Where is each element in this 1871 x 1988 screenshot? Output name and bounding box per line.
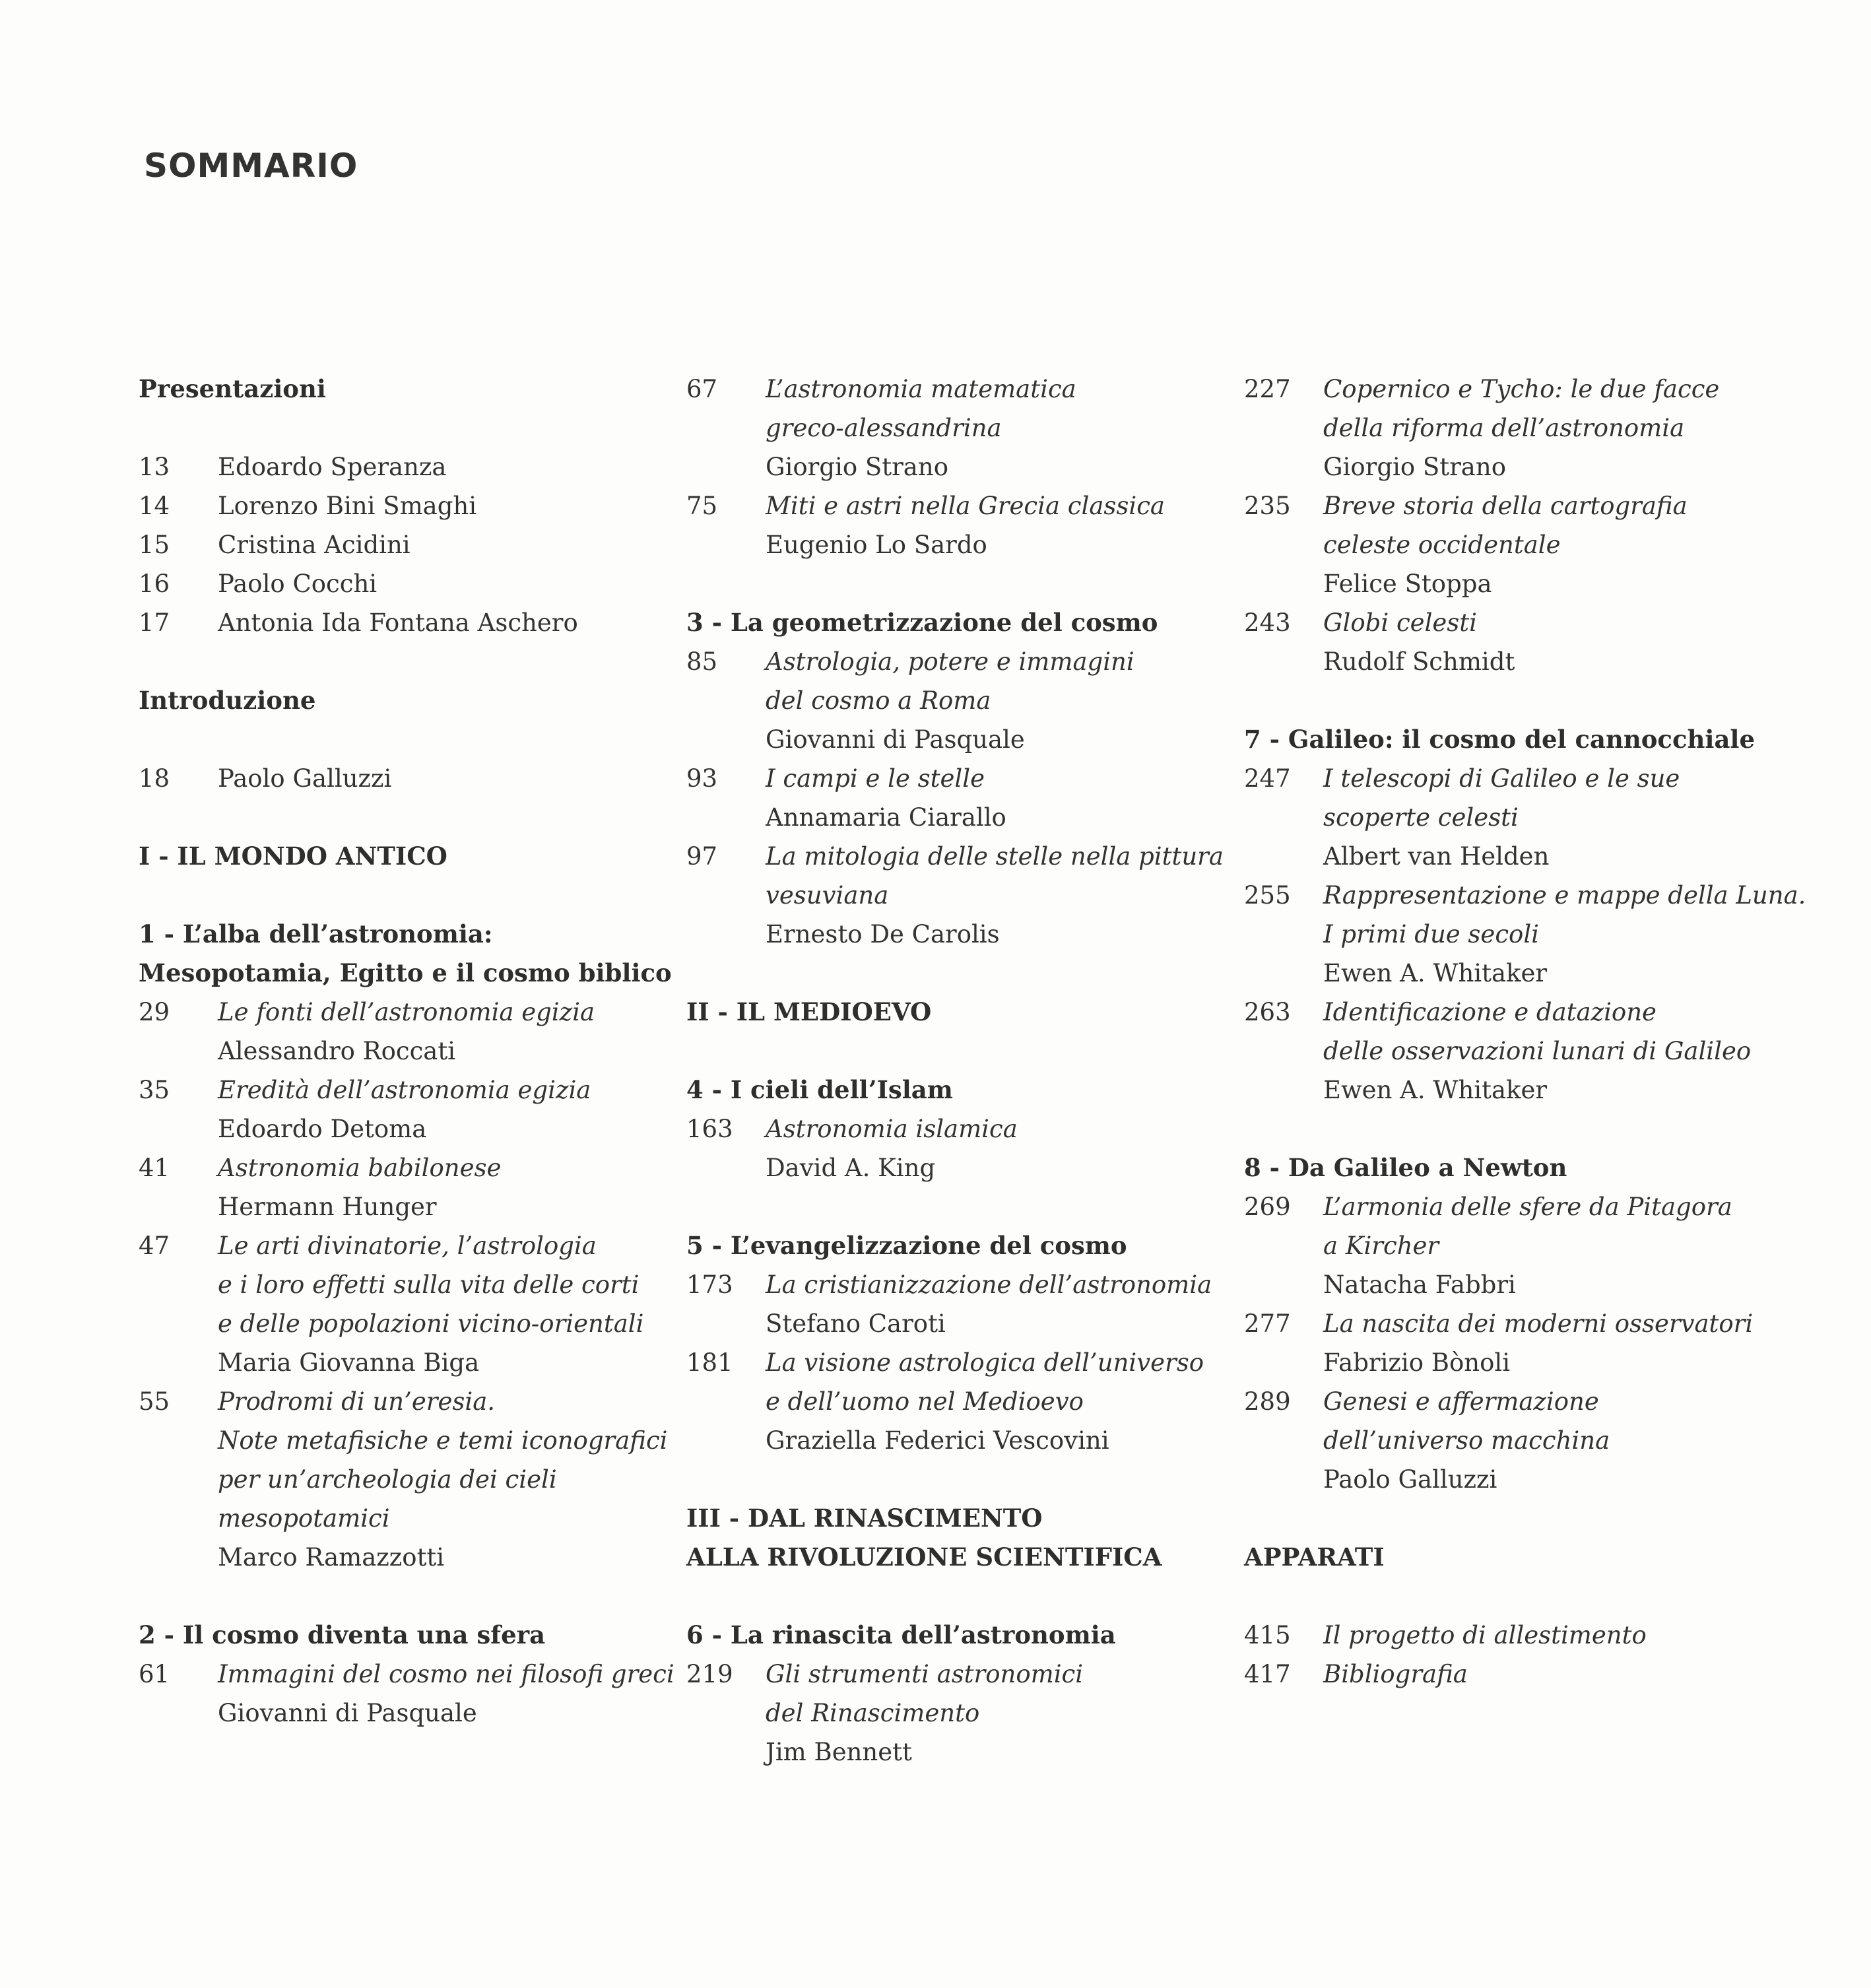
page-number — [139, 1538, 218, 1577]
section-heading: II - IL MEDIOEVO — [686, 997, 932, 1026]
toc-entry — [1244, 1616, 1746, 1655]
entry-title: Bibliografia — [1323, 1660, 1468, 1688]
entry-title: Il progetto di allestimento — [1323, 1621, 1647, 1649]
page-number: 219 — [686, 1660, 733, 1688]
toc-entry — [1244, 486, 1746, 525]
entry-author: Albert van Helden — [1323, 842, 1550, 871]
page-number — [1244, 915, 1323, 954]
entry-title: del cosmo a Roma — [766, 686, 991, 715]
entry-author: Giorgio Strano — [1323, 453, 1506, 481]
entry-title: a Kircher — [1323, 1232, 1439, 1260]
entry-title: L’armonia delle sfere da Pitagora — [1323, 1193, 1732, 1221]
entry-author: Alessandro Roccati — [218, 1037, 456, 1065]
page-number: 67 — [686, 375, 718, 403]
entry-title: Note metafisiche e temi iconografici — [218, 1426, 668, 1455]
page-number — [686, 720, 766, 759]
section-heading: Presentazioni — [139, 374, 326, 403]
toc-entry — [686, 447, 1188, 486]
toc-entry — [1244, 993, 1746, 1032]
page-number — [139, 1265, 218, 1304]
page-number: 227 — [1244, 375, 1291, 403]
toc-entry — [1244, 370, 1746, 409]
toc-entry — [139, 1655, 674, 1694]
page-number: 15 — [139, 531, 170, 559]
toc-entry — [139, 486, 640, 525]
spacer — [139, 798, 640, 837]
toc-entry — [686, 525, 1188, 564]
entry-author: Annamaria Ciarallo — [766, 803, 1006, 832]
page-number: 61 — [139, 1660, 170, 1688]
spacer — [686, 1460, 1188, 1499]
entry-title: e i loro effetti sulla vita delle corti — [218, 1271, 640, 1299]
toc-entry — [686, 681, 1188, 720]
entry-title: Immagini del cosmo nei filosofi greci — [218, 1660, 674, 1688]
page-number: 173 — [686, 1271, 733, 1299]
toc-entry — [139, 1148, 640, 1187]
page-number — [686, 447, 766, 486]
entry-author: Ernesto De Carolis — [766, 920, 1000, 948]
page-number — [686, 1733, 766, 1772]
entry-title: greco-alessandrina — [766, 414, 1002, 442]
toc-entry — [686, 1265, 1212, 1304]
page-number — [1244, 1032, 1323, 1071]
toc-entry — [139, 1187, 640, 1226]
entry-author: David A. King — [766, 1154, 936, 1182]
entry-title: Astronomia islamica — [766, 1115, 1018, 1143]
entry-title: I primi due secoli — [1323, 920, 1539, 948]
page-number — [686, 915, 766, 954]
toc-entry — [1244, 876, 1806, 915]
section-heading: 1 - L’alba dell’astronomia: — [139, 919, 493, 948]
entry-author: Cristina Acidini — [218, 531, 410, 559]
spacer — [1244, 1110, 1746, 1148]
page-number — [686, 1148, 766, 1187]
section-heading: I - IL MONDO ANTICO — [139, 842, 447, 871]
spacer — [139, 876, 640, 915]
page-number: 75 — [686, 492, 718, 520]
section-heading: 6 - La rinascita dell’astronomia — [686, 1620, 1116, 1649]
toc-entry — [1244, 798, 1746, 837]
toc-entry — [1244, 759, 1746, 798]
page-number — [1244, 798, 1323, 837]
toc-entry — [139, 1460, 640, 1499]
page-number: 55 — [139, 1387, 170, 1416]
section-heading: 8 - Da Galileo a Newton — [1244, 1153, 1567, 1182]
page-number — [1244, 1265, 1323, 1304]
page-number: 35 — [139, 1076, 170, 1104]
page-number — [686, 681, 766, 720]
toc-entry — [1244, 1343, 1746, 1382]
toc-entry — [686, 876, 1188, 915]
entry-title: Rappresentazione e mappe della Luna. — [1323, 881, 1806, 910]
page-title: SOMMARIO — [144, 147, 358, 185]
entry-title: vesuviana — [766, 881, 889, 910]
page-number — [686, 798, 766, 837]
page-number — [139, 1187, 218, 1226]
toc-entry — [686, 1655, 1188, 1694]
entry-title: e delle popolazioni vicino-orientali — [218, 1309, 644, 1338]
entry-author: Stefano Caroti — [766, 1309, 946, 1338]
toc-entry — [686, 720, 1188, 759]
entry-author: Eugenio Lo Sardo — [766, 531, 987, 559]
spacer — [1244, 681, 1746, 720]
entry-title: Genesi e affermazione — [1323, 1387, 1599, 1416]
toc-column-3 — [1244, 370, 1806, 1694]
page-number: 29 — [139, 998, 170, 1026]
page-number — [686, 1304, 766, 1343]
page-number: 16 — [139, 570, 170, 598]
toc-entry — [1244, 1655, 1746, 1694]
toc-entry — [1244, 1187, 1746, 1226]
toc-column-2 — [686, 370, 1224, 1772]
spacer — [686, 564, 1188, 603]
toc-column-1 — [139, 370, 674, 1733]
page-number: 41 — [139, 1154, 170, 1182]
toc-entry — [686, 915, 1188, 954]
spacer — [139, 720, 640, 759]
page-number: 243 — [1244, 609, 1291, 637]
entry-title: per un’archeologia dei cieli — [218, 1465, 557, 1494]
page-number — [1244, 1226, 1323, 1265]
entry-author: Ewen A. Whitaker — [1323, 1076, 1548, 1104]
toc-entry — [686, 642, 1188, 681]
entry-title: Miti e astri nella Grecia classica — [766, 492, 1165, 520]
toc-entry — [139, 1032, 640, 1071]
toc-entry — [1244, 1421, 1746, 1460]
toc-entry — [139, 759, 640, 798]
entry-author: Rudolf Schmidt — [1323, 647, 1515, 676]
entry-title: Eredità dell’astronomia egizia — [218, 1076, 591, 1104]
toc-entry — [686, 409, 1188, 447]
page-number: 417 — [1244, 1660, 1291, 1688]
page-number — [139, 1460, 218, 1499]
entry-title: La mitologia delle stelle nella pittura — [766, 842, 1224, 871]
entry-title: dell’universo macchina — [1323, 1426, 1610, 1455]
toc-entry — [139, 447, 640, 486]
entry-author: Giorgio Strano — [766, 453, 948, 481]
spacer — [139, 409, 640, 447]
entry-title: I telescopi di Galileo e le sue — [1323, 764, 1680, 793]
entry-title: del Rinascimento — [766, 1699, 980, 1727]
entry-author: Paolo Galluzzi — [218, 764, 392, 793]
toc-entry — [1244, 525, 1746, 564]
toc-entry — [1244, 1382, 1746, 1421]
entry-author: Ewen A. Whitaker — [1323, 959, 1548, 987]
toc-entry — [686, 759, 1188, 798]
entry-title: L’astronomia matematica — [766, 375, 1076, 403]
page-number — [1244, 954, 1323, 993]
toc-entry — [686, 1343, 1204, 1382]
page-number — [1244, 1343, 1323, 1382]
toc-entry — [139, 1382, 640, 1421]
page-number — [139, 1499, 218, 1538]
toc-entry — [686, 1694, 1188, 1733]
section-heading: III - DAL RINASCIMENTO — [686, 1504, 1043, 1533]
page-number: 277 — [1244, 1309, 1291, 1338]
spacer — [686, 1032, 1188, 1071]
page-number — [1244, 564, 1323, 603]
page-number: 255 — [1244, 881, 1291, 910]
entry-author: Lorenzo Bini Smaghi — [218, 492, 477, 520]
section-heading: Introduzione — [139, 686, 316, 715]
toc-entry — [1244, 1265, 1746, 1304]
toc-entry — [1244, 1032, 1752, 1071]
entry-title: Gli strumenti astronomici — [766, 1660, 1084, 1688]
entry-author: Maria Giovanna Biga — [218, 1348, 480, 1377]
page-number — [1244, 409, 1323, 447]
section-heading: APPARATI — [1244, 1542, 1385, 1572]
page-number — [686, 1382, 766, 1421]
entry-title: Breve storia della cartografia — [1323, 492, 1688, 520]
page-number — [139, 1343, 218, 1382]
page-number: 18 — [139, 764, 170, 793]
toc-entry — [139, 1421, 668, 1460]
spacer — [139, 1577, 640, 1616]
page-number: 247 — [1244, 764, 1291, 793]
page-number: 14 — [139, 492, 170, 520]
spacer — [1244, 1499, 1746, 1538]
section-heading: 5 - L’evangelizzazione del cosmo — [686, 1231, 1127, 1260]
page-number — [1244, 525, 1323, 564]
page-number — [1244, 1421, 1323, 1460]
entry-author: Paolo Cocchi — [218, 570, 377, 598]
entry-title: Le fonti dell’astronomia egizia — [218, 998, 595, 1026]
entry-title: Globi celesti — [1323, 609, 1477, 637]
page-number: 415 — [1244, 1621, 1291, 1649]
page-number — [139, 1694, 218, 1733]
page-number: 17 — [139, 609, 170, 637]
toc-entry — [1244, 564, 1746, 603]
entry-title: Copernico e Tycho: le due facce — [1323, 375, 1720, 403]
entry-author: Edoardo Speranza — [218, 453, 447, 481]
page-number — [686, 1421, 766, 1460]
page-number — [686, 525, 766, 564]
entry-title: mesopotamici — [218, 1504, 390, 1533]
toc-entry — [686, 486, 1188, 525]
toc-entry — [1244, 1071, 1746, 1110]
toc-entry — [1244, 642, 1746, 681]
toc-entry — [1244, 1460, 1746, 1499]
spacer — [686, 954, 1188, 993]
section-heading: 4 - I cieli dell’Islam — [686, 1075, 953, 1104]
page-number: 47 — [139, 1232, 170, 1260]
page-number — [139, 1304, 218, 1343]
page-number — [686, 409, 766, 447]
page-number: 163 — [686, 1115, 733, 1143]
toc-entry — [139, 1226, 640, 1265]
entry-title: Astronomia babilonese — [218, 1154, 502, 1182]
toc-entry — [1244, 603, 1746, 642]
toc-entry — [1244, 1304, 1754, 1343]
page-number: 97 — [686, 842, 718, 871]
entry-title: La cristianizzazione dell’astronomia — [766, 1271, 1212, 1299]
entry-author: Felice Stoppa — [1323, 570, 1492, 598]
entry-title: scoperte celesti — [1323, 803, 1519, 832]
toc-entry — [1244, 1226, 1746, 1265]
toc-entry — [686, 837, 1224, 876]
section-heading: 3 - La geometrizzazione del cosmo — [686, 608, 1158, 637]
entry-author: Natacha Fabbri — [1323, 1271, 1516, 1299]
toc-entry — [686, 1110, 1188, 1148]
section-heading: Mesopotamia, Egitto e il cosmo biblico — [139, 958, 672, 987]
toc-entry — [686, 370, 1188, 409]
entry-title: Le arti divinatorie, l’astrologia — [218, 1232, 597, 1260]
page-number — [139, 1421, 218, 1460]
entry-title: della riforma dell’astronomia — [1323, 414, 1685, 442]
toc-entry — [139, 993, 640, 1032]
page-number: 263 — [1244, 998, 1291, 1026]
entry-author: Graziella Federici Vescovini — [766, 1426, 1109, 1455]
page-number — [139, 1110, 218, 1148]
spacer — [686, 1577, 1188, 1616]
toc-entry — [1244, 837, 1746, 876]
entry-author: Hermann Hunger — [218, 1193, 437, 1221]
page-number: 289 — [1244, 1387, 1291, 1416]
page-number: 269 — [1244, 1193, 1291, 1221]
toc-entry — [139, 1499, 640, 1538]
entry-author: Giovanni di Pasquale — [766, 725, 1025, 754]
page-number: 181 — [686, 1348, 733, 1377]
section-heading: ALLA RIVOLUZIONE SCIENTIFICA — [686, 1542, 1162, 1572]
entry-title: La nascita dei moderni osservatori — [1323, 1309, 1754, 1338]
page-number — [1244, 447, 1323, 486]
page-number: 85 — [686, 647, 718, 676]
entry-author: Paolo Galluzzi — [1323, 1465, 1497, 1494]
toc-entry — [686, 1304, 1188, 1343]
toc-entry — [686, 1421, 1188, 1460]
page-number — [1244, 642, 1323, 681]
toc-entry — [139, 603, 640, 642]
entry-title: celeste occidentale — [1323, 531, 1561, 559]
entry-title: Astrologia, potere e immagini — [766, 647, 1134, 676]
toc-entry — [139, 1265, 640, 1304]
section-heading: 2 - Il cosmo diventa una sfera — [139, 1620, 546, 1649]
toc-entry — [139, 525, 640, 564]
page-number — [139, 1032, 218, 1071]
spacer — [1244, 1577, 1746, 1616]
entry-title: e dell’uomo nel Medioevo — [766, 1387, 1084, 1416]
toc-entry — [1244, 954, 1746, 993]
toc-entry — [686, 1148, 1188, 1187]
page-number: 13 — [139, 453, 170, 481]
entry-author: Antonia Ida Fontana Aschero — [218, 609, 578, 637]
toc-entry — [686, 1382, 1188, 1421]
page-number — [1244, 1460, 1323, 1499]
entry-author: Jim Bennett — [766, 1738, 912, 1766]
entry-title: La visione astrologica dell’universo — [766, 1348, 1204, 1377]
page-number — [686, 1694, 766, 1733]
page-number: 93 — [686, 764, 718, 793]
toc-entry — [1244, 915, 1746, 954]
toc-entry — [139, 564, 640, 603]
entry-author: Marco Ramazzotti — [218, 1543, 445, 1572]
toc-entry — [686, 798, 1188, 837]
toc-entry — [139, 1343, 640, 1382]
entry-title: Identificazione e datazione — [1323, 998, 1657, 1026]
page-number — [1244, 1071, 1323, 1110]
spacer — [686, 1187, 1188, 1226]
entry-author: Giovanni di Pasquale — [218, 1699, 477, 1727]
spacer — [139, 642, 640, 681]
entry-author: Fabrizio Bònoli — [1323, 1348, 1511, 1377]
toc-entry — [139, 1304, 644, 1343]
section-heading: 7 - Galileo: il cosmo del cannocchiale — [1244, 725, 1756, 754]
toc-entry — [139, 1538, 640, 1577]
toc-entry — [139, 1694, 640, 1733]
page-number: 235 — [1244, 492, 1291, 520]
toc-entry — [139, 1071, 640, 1110]
entry-title: delle osservazioni lunari di Galileo — [1323, 1037, 1752, 1065]
toc-entry — [1244, 409, 1746, 447]
page-number — [686, 876, 766, 915]
toc-entry — [686, 1733, 1188, 1772]
toc-entry — [1244, 447, 1746, 486]
entry-author: Edoardo Detoma — [218, 1115, 427, 1143]
toc-entry — [139, 1110, 640, 1148]
page-number — [1244, 837, 1323, 876]
entry-title: I campi e le stelle — [766, 764, 985, 793]
entry-title: Prodromi di un’eresia. — [218, 1387, 496, 1416]
